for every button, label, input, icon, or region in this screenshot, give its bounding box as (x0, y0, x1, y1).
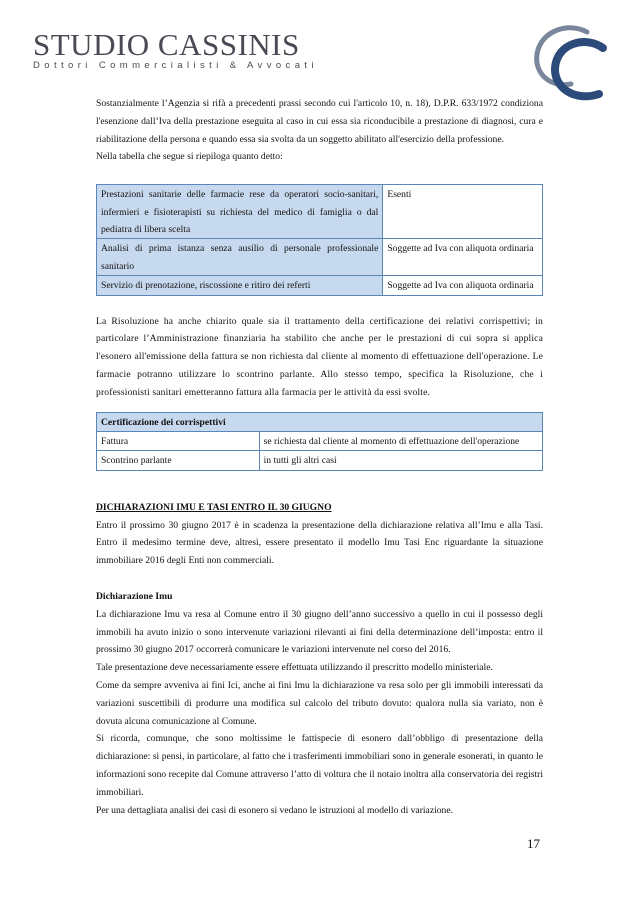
imu-paragraph-4: Si ricorda, comunque, che sono moltissime le fattispecie di esonero dall’obbligo di presentazione della dichiarazione: si pensi, in particolare, al fatto che i trasferimenti immobiliari sono in generale esonerati, in quanto le informazioni sono recepite dal Comune attraverso l’atto di voltura che il notaio inoltra alla conservatoria dei registri immobiliari. (96, 733, 543, 798)
letterhead (33, 27, 318, 71)
iva-treatment-table (96, 184, 543, 295)
table-header-row (97, 412, 543, 431)
imu-paragraph-5: Per una dettagliata analisi dei casi di esonero si vedano le istruzioni al modello di variazione. (96, 804, 453, 816)
service-cell: Servizio di prenotazione, riscossione e ritiro dei referti (97, 276, 383, 295)
condition-cell: se richiesta dal cliente al momento di effettuazione dell'operazione (259, 432, 542, 451)
treatment-cell: Esenti (383, 185, 543, 239)
table-row (97, 185, 543, 239)
table-row (97, 451, 543, 470)
document-cell: Fattura (97, 432, 260, 451)
treatment-cell: Soggette ad Iva con aliquota ordinaria (383, 276, 543, 295)
section-heading: DICHIARAZIONI IMU E TASI ENTRO IL 30 GIUGNO (96, 501, 332, 513)
page-number: 17 (527, 836, 540, 851)
treatment-cell: Soggette ad Iva con aliquota ordinaria (383, 239, 543, 276)
page-body (96, 95, 543, 819)
intro-paragraph: Sostanzialmente l’Agenzia si rifà a precedenti prassi secondo cui l'articolo 10, n. 18), D.P.R. 633/1972 condiziona l'esenzione dall’Iva della prestazione eseguita al caso in cui essa sia riconducibile a prestazione di diagnosi, cura e riabilitazione della persona e quando essa sia svolta da un soggetto abilitato all'esercizio della professione. (96, 98, 543, 145)
subsection-heading: Dichiarazione Imu (96, 591, 173, 603)
firm-name: STUDIO CASSINIS (33, 27, 300, 62)
risoluzione-paragraph: La Risoluzione ha anche chiarito quale sia il trattamento della certificazione dei relativi corrispettivi; in particolare l’Amministrazione finanziaria ha stabilito che anche per le prestazioni di cui sopra si applica l'esonero all'emissione della fattura se non richiesta dal cliente al momento di effettuazione dell'operazione. Le farmacie potranno utilizzare lo scontrino parlante. Allo stesso tempo, specifica la Risoluzione, che i professionisti sanitari emetteranno fattura alla farmacia per le attività da essi svolte. (96, 315, 543, 398)
condition-cell: in tutti gli altri casi (259, 451, 542, 470)
service-cell: Prestazioni sanitarie delle farmacie rese da operatori socio-sanitari, infermieri e fisioterapisti su richiesta del medico di famiglia o dal pediatra di libera scelta (97, 185, 383, 239)
table-header-cell: Certificazione dei corrispettivi (97, 412, 543, 431)
imu-paragraph-3: Come da sempre avveniva ai fini Ici, anche ai fini Imu la dichiarazione va resa solo per gli immobili interessati da variazioni suscettibili di produrre una modifica sul calcolo del tributo dovuto: qualora nulla sia variato, non è dovuta alcuna comunicazione al Comune. (96, 680, 543, 727)
table-intro-line: Nella tabella che segue si riepiloga quanto detto: (96, 151, 283, 163)
firm-subtitle: Dottori Commercialisti & Avvocati (33, 60, 318, 71)
imu-tasi-paragraph: Entro il prossimo 30 giugno 2017 è in scadenza la presentazione della dichiarazione relativa all’Imu e alla Tasi. Entro il medesimo termine deve, altresì, essere presentato il modello Imu Tasi Enc riguardante la situazione immobiliare 2016 degli Enti non commerciali. (96, 519, 543, 567)
table-row (97, 432, 543, 451)
certification-table (96, 412, 543, 471)
imu-paragraph-2: Tale presentazione deve necessariamente essere effettuata utilizzando il prescritto modello ministeriale. (96, 662, 493, 674)
service-cell: Analisi di prima istanza senza ausilio di personale professionale sanitario (97, 239, 383, 276)
imu-paragraph-1: La dichiarazione Imu va resa al Comune entro il 30 giugno dell’anno successivo a quello in cui il possesso degli immobili ha avuto inizio o sono intervenute variazioni rilevanti ai fini della determinazione dell’imposta: entro il prossimo 30 giugno 2017 occorrerà comunicare le variazioni intervenute nel corso del 2016. (96, 608, 543, 656)
table-row (97, 276, 543, 295)
table-row (97, 239, 543, 276)
document-cell: Scontrino parlante (97, 451, 260, 470)
